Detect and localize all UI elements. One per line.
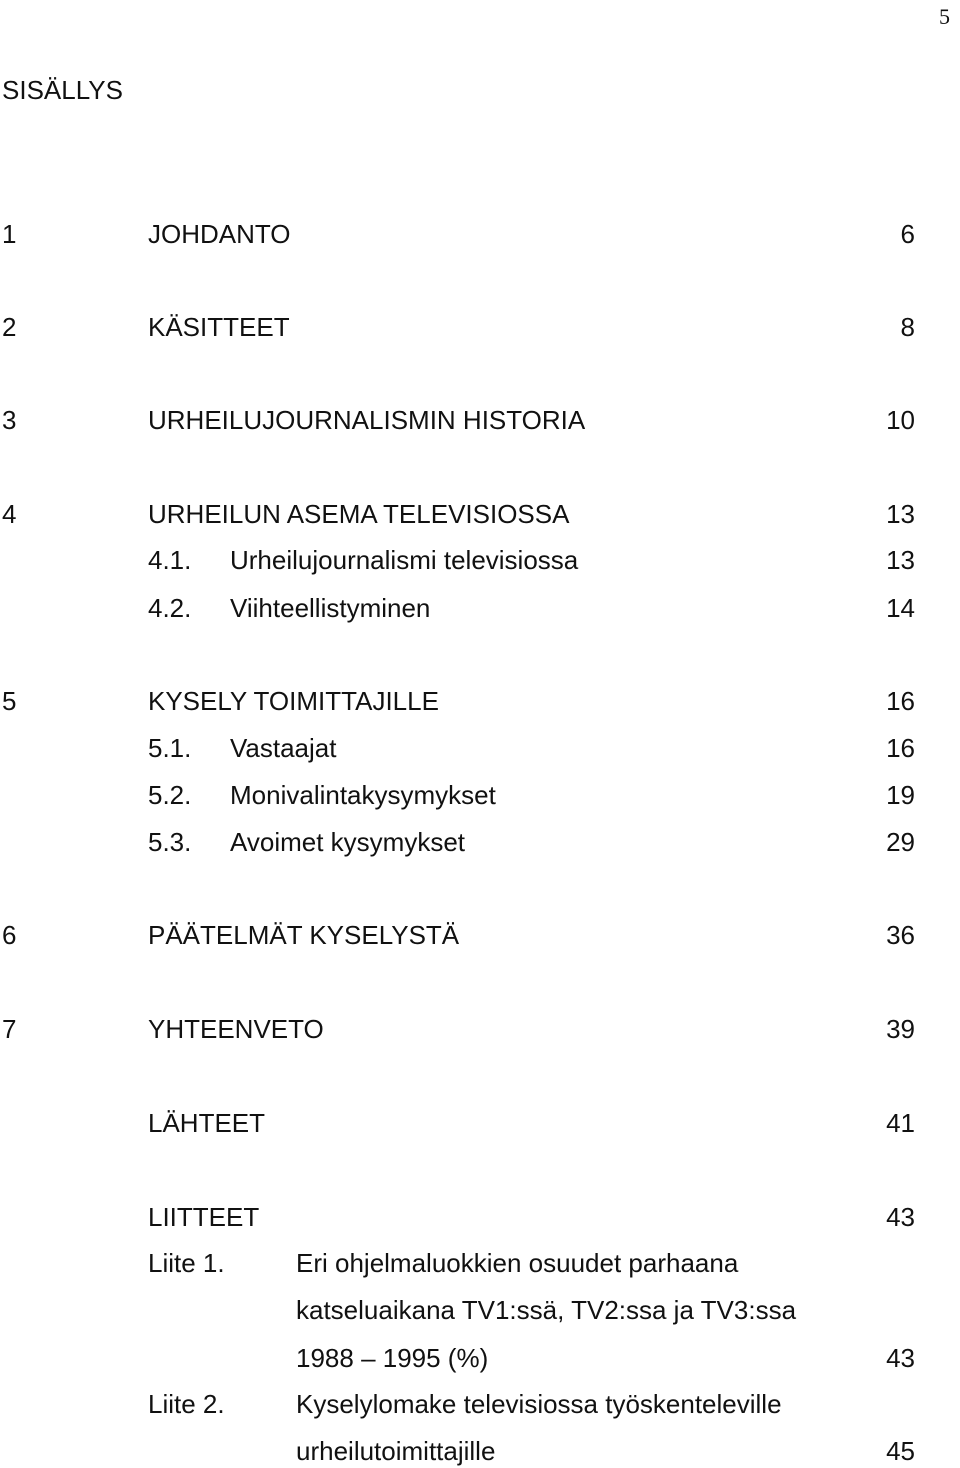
toc-subentry-page: 29 [886, 827, 915, 857]
toc-entry-page: 13 [886, 499, 915, 529]
toc-subentry-page: 14 [886, 593, 915, 623]
toc-subentry-title: Viihteellistyminen [230, 593, 431, 623]
toc-entry-number: 5 [2, 686, 17, 716]
toc-subentry-page: 19 [886, 780, 915, 810]
appendix-entry-continuation [0, 1342, 960, 1374]
toc-entry [0, 404, 960, 436]
toc-entry-title: KYSELY TOIMITTAJILLE [148, 686, 439, 716]
toc-entry-title: YHTEENVETO [148, 1014, 324, 1044]
toc-subentry-number: 4.1. [148, 545, 192, 575]
toc-subentry [0, 732, 960, 764]
toc-subentry [0, 779, 960, 811]
toc-entry-page: 41 [886, 1108, 915, 1138]
toc-entry-page: 16 [886, 686, 915, 716]
appendix-title-line: katseluaikana TV1:ssä, TV2:ssa ja TV3:ssa [296, 1295, 797, 1325]
toc-subentry-page: 16 [886, 733, 915, 763]
toc-entry-number: 7 [2, 1014, 17, 1044]
appendix-label: Liite 1. [148, 1248, 225, 1278]
toc-entry [0, 311, 960, 343]
toc-entry-number: 1 [2, 219, 17, 249]
appendix-page: 45 [886, 1436, 915, 1466]
toc-entry-page: 6 [900, 219, 915, 249]
appendix-page: 43 [886, 1343, 915, 1373]
page-number: 5 [939, 4, 950, 29]
toc-entry-title: LÄHTEET [148, 1108, 266, 1138]
toc-subentry-title: Vastaajat [230, 733, 337, 763]
toc-entry-page: 39 [886, 1014, 915, 1044]
toc-subentry-number: 5.3. [148, 827, 192, 857]
appendix-title-line: Kyselylomake televisiossa työskenteleville [296, 1389, 782, 1419]
toc-entry-number: 2 [2, 312, 17, 342]
toc-entry-title: PÄÄTELMÄT KYSELYSTÄ [148, 920, 460, 950]
toc-entry-number: 4 [2, 499, 17, 529]
toc-subentry [0, 544, 960, 576]
page-title: SISÄLLYS [2, 75, 123, 105]
toc-entry [0, 1201, 960, 1233]
toc-subentry-number: 5.1. [148, 733, 192, 763]
toc-entry-page: 43 [886, 1202, 915, 1232]
toc-entry [0, 685, 960, 717]
toc-entry-number: 3 [2, 405, 17, 435]
toc-subentry [0, 826, 960, 858]
toc-entry [0, 218, 960, 250]
toc-entry-page: 10 [886, 405, 915, 435]
appendix-title-line: Eri ohjelmaluokkien osuudet parhaana [296, 1248, 739, 1278]
toc-subentry-title: Avoimet kysymykset [230, 827, 466, 857]
toc-entry-page: 8 [900, 312, 915, 342]
toc-entry-title: LIITTEET [148, 1202, 260, 1232]
appendix-entry-continuation [0, 1294, 960, 1326]
toc-subentry-title: Monivalintakysymykset [230, 780, 496, 810]
appendix-title-line: urheilutoimittajille [296, 1436, 496, 1466]
toc-entry-title: JOHDANTO [148, 219, 291, 249]
appendix-entry [0, 1247, 960, 1279]
toc-entry [0, 498, 960, 530]
toc-subentry-title: Urheilujournalismi televisiossa [230, 545, 579, 575]
appendix-label: Liite 2. [148, 1389, 225, 1419]
toc-subentry [0, 592, 960, 624]
toc-entry-page: 36 [886, 920, 915, 950]
appendix-entry-continuation [0, 1435, 960, 1467]
toc-entry [0, 1013, 960, 1045]
toc-entry-number: 6 [2, 920, 17, 950]
toc-subentry-number: 4.2. [148, 593, 192, 623]
toc-entry [0, 919, 960, 951]
toc-entry-title: KÄSITTEET [148, 312, 290, 342]
toc-entry [0, 1107, 960, 1139]
toc-entry-title: URHEILUJOURNALISMIN HISTORIA [148, 405, 586, 435]
toc-subentry-page: 13 [886, 545, 915, 575]
appendix-entry [0, 1388, 960, 1420]
toc-subentry-number: 5.2. [148, 780, 192, 810]
appendix-title-line: 1988 – 1995 (%) [296, 1343, 489, 1373]
toc-entry-title: URHEILUN ASEMA TELEVISIOSSA [148, 499, 570, 529]
